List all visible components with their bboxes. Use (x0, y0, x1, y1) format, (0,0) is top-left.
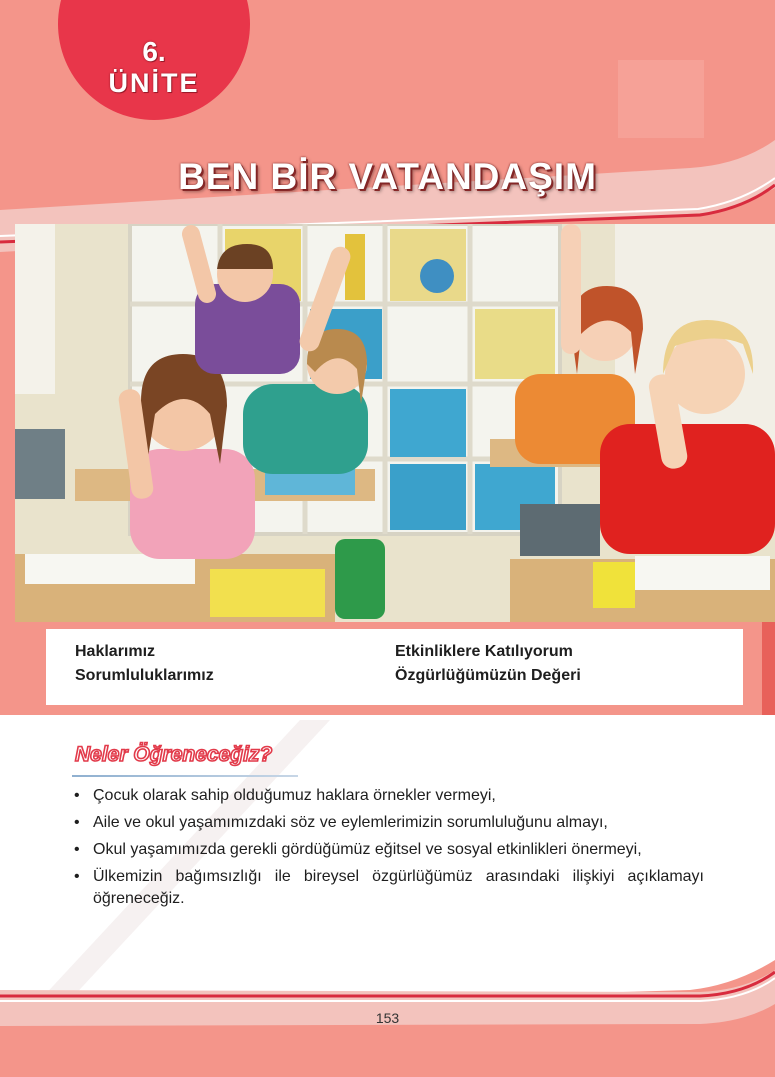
topics-box (46, 629, 743, 705)
page-number: 153 (375, 1010, 400, 1026)
unit-label: ÜNİTE (108, 68, 200, 98)
blue-bin (390, 464, 466, 530)
basket (15, 429, 65, 499)
objective-text: Çocuk olarak sahip olduğumuz haklara örnekler vermeyi, (93, 787, 496, 804)
topic-item: Özgürlüğümüzün Değeri (395, 667, 581, 684)
bullet-icon: • (74, 814, 80, 831)
books (345, 234, 365, 300)
raised-arm (561, 224, 581, 354)
faint-highlight (618, 60, 704, 138)
objectives-list (74, 785, 704, 915)
bullet-icon: • (74, 868, 80, 885)
unit-title: BEN BİR VATANDAŞIM (178, 156, 597, 197)
list-item (74, 866, 704, 910)
classroom-photo (15, 224, 775, 622)
unit-number: 6. (142, 36, 166, 67)
list-item (74, 812, 704, 834)
bullet-icon: • (74, 787, 80, 804)
wall-window (15, 224, 55, 394)
list-item (74, 839, 704, 861)
globe (420, 259, 454, 293)
topic-item: Sorumluluklarımız (75, 667, 214, 684)
heading-underline (72, 775, 298, 777)
objectives-heading: Neler Öğreneceğiz? (75, 743, 273, 766)
topic-item: Etkinliklere Katılıyorum (395, 643, 573, 660)
notebook (635, 556, 770, 590)
bag (335, 539, 385, 619)
basket (520, 504, 600, 556)
objective-text: Okul yaşamımızda gerekli gördüğümüz eğitsel ve sosyal etkinlikleri önermeyi, (93, 841, 642, 858)
blue-bin (390, 389, 466, 457)
yellow-cubby (475, 309, 555, 379)
pencil-cup (593, 562, 635, 608)
topic-item: Haklarımız (75, 643, 156, 660)
objective-text: Ülkemizin bağımsızlığı ile bireysel özgürlüğümüz arasındaki ilişkiyi açıklamayı öğreneceğiz. (93, 868, 704, 907)
bullet-icon: • (74, 841, 80, 858)
list-item (74, 785, 704, 807)
notebook (210, 569, 325, 617)
objective-text: Aile ve okul yaşamımızdaki söz ve eylemlerimizin sorumluluğunu almayı, (93, 814, 608, 831)
